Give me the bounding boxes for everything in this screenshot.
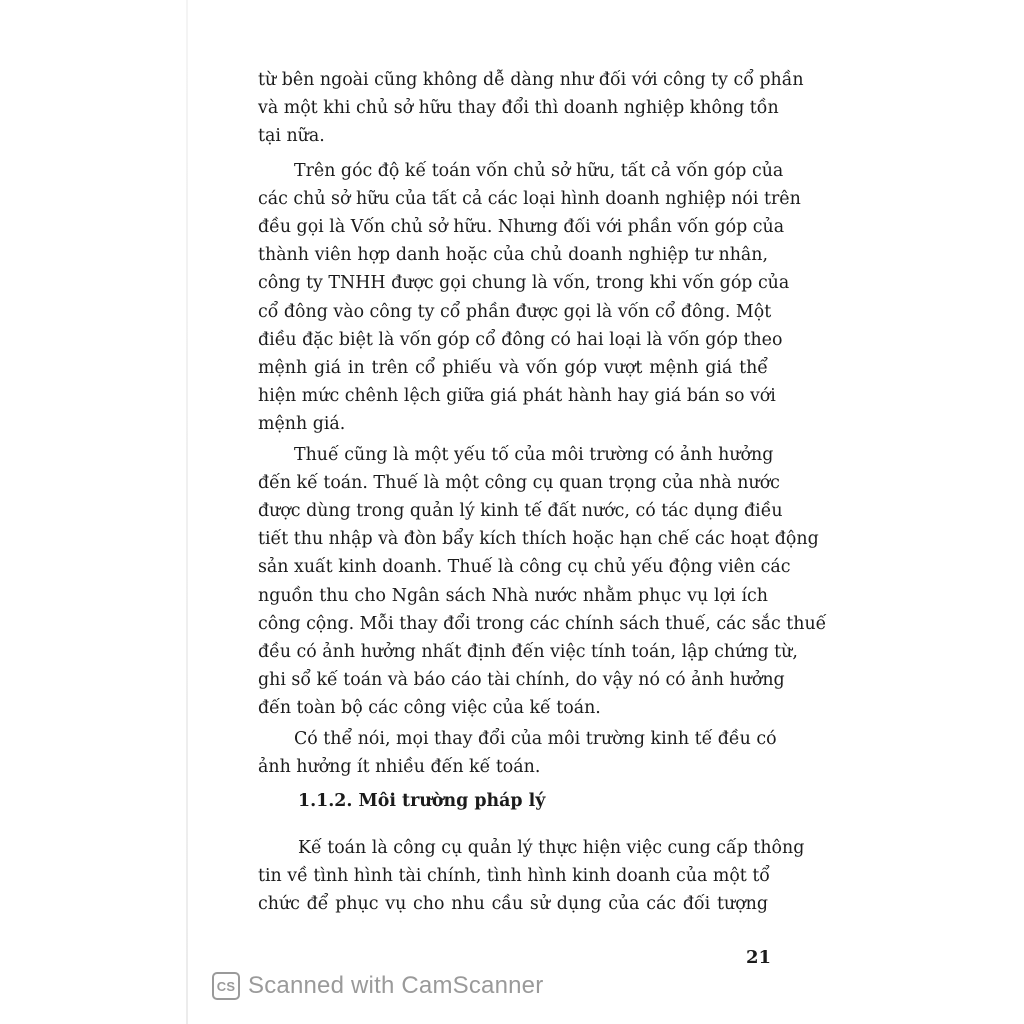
text-line: Thuế cũng là một yếu tố của môi trường có ảnh hưởng <box>294 444 774 465</box>
text-line: đều gọi là Vốn chủ sở hữu. Nhưng đối với phần vốn góp của <box>258 217 785 238</box>
text-line: ghi sổ kế toán và báo cáo tài chính, do vậy nó có ảnh hưởng <box>258 670 785 691</box>
camscanner-logo-icon: CS <box>212 972 240 1000</box>
text-line: mệnh giá in trên cổ phiếu và vốn góp vượt mệnh giá thể <box>258 358 768 379</box>
final-paragraph <box>258 834 805 919</box>
text-line: và một khi chủ sở hữu thay đổi thì doanh nghiệp không tồn <box>258 98 779 119</box>
text-line: chức để phục vụ cho nhu cầu sử dụng của các đối tượng <box>258 894 768 915</box>
text-line: hiện mức chênh lệch giữa giá phát hành hay giá bán so với <box>258 386 776 407</box>
paragraph-1 <box>258 66 804 151</box>
text-line: Trên góc độ kế toán vốn chủ sở hữu, tất cả vốn góp của <box>294 160 784 181</box>
text-line: đều có ảnh hưởng nhất định đến việc tính toán, lập chứng từ, <box>258 642 798 663</box>
text-line: nguồn thu cho Ngân sách Nhà nước nhằm phục vụ lợi ích <box>258 585 768 606</box>
paragraph-3 <box>258 441 827 723</box>
text-line: đến kế toán. Thuế là một công cụ quan trọng của nhà nước <box>258 472 780 493</box>
text-line: thành viên hợp danh hoặc của chủ doanh nghiệp tư nhân, <box>258 245 768 266</box>
text-line: các chủ sở hữu của tất cả các loại hình doanh nghiệp nói trên <box>258 188 801 209</box>
text-line: điều đặc biệt là vốn góp cổ đông có hai loại là vốn góp theo <box>258 329 783 350</box>
text-line: ảnh hưởng ít nhiều đến kế toán. <box>258 756 541 777</box>
text-line: công cộng. Mỗi thay đổi trong các chính sách thuế, các sắc thuế <box>258 613 827 634</box>
text-line: tin về tình hình tài chính, tình hình kinh doanh của một tổ <box>258 866 770 887</box>
text-line: sản xuất kinh doanh. Thuế là công cụ chủ yếu động viên các <box>258 557 791 578</box>
text-line: đến toàn bộ các công việc của kế toán. <box>258 698 601 719</box>
text-line: tiết thu nhập và đòn bẩy kích thích hoặc hạn chế các hoạt động <box>258 529 819 550</box>
text-line: công ty TNHH được gọi chung là vốn, trong khi vốn góp của <box>258 273 790 294</box>
paragraph-2 <box>258 157 801 439</box>
camscanner-watermark <box>212 972 543 1000</box>
text-line: Có thể nói, mọi thay đổi của môi trường kinh tế đều có <box>294 728 777 749</box>
text-line: tại nữa. <box>258 126 325 147</box>
watermark-text: Scanned with CamScanner <box>248 972 544 999</box>
page-number: 21 <box>746 947 772 968</box>
text-line: cổ đông vào công ty cổ phần được gọi là vốn cổ đông. Một <box>258 301 772 322</box>
body-text <box>258 66 827 781</box>
paragraph-4 <box>258 725 777 781</box>
text-line: Kế toán là công cụ quản lý thực hiện việc cung cấp thông <box>298 838 805 858</box>
text-line: mệnh giá. <box>258 414 346 435</box>
text-line: được dùng trong quản lý kinh tế đất nước, có tác dụng điều <box>258 501 783 522</box>
text-line: từ bên ngoài cũng không dễ dàng như đối với công ty cổ phần <box>258 70 804 90</box>
section-heading: 1.1.2. Môi trường pháp lý <box>298 791 546 811</box>
scan-edge <box>186 0 188 1024</box>
